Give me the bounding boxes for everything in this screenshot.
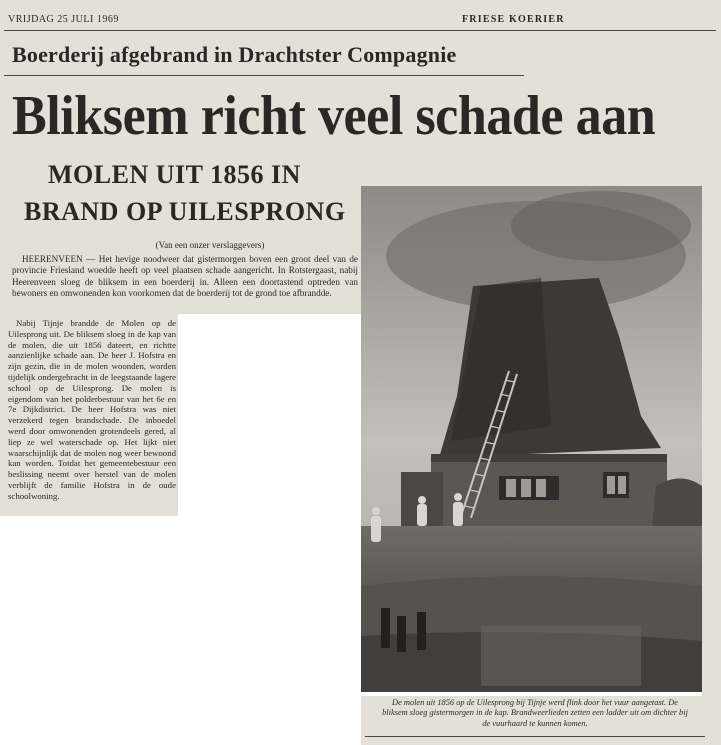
masthead-date: VRIJDAG 25 JULI 1969 <box>8 14 119 25</box>
kicker-rule <box>4 75 524 76</box>
article-body-column: Nabij Tijnje brandde de Molen op de Uilesprong uit. De bliksem sloeg in de kap van de molen, die uit 1856 dateert, en richtte aanzienlijke schade aan. De heer J. Hofstra en zijn gezin, die in de molen woonden, worden tijdelijk ondergebracht in de leegstaande lagere school op de Uilesprong. De molen is eigendom van het polderbestuur van het 6e en 7e Dijkdistrict. De heer Hofstra was niet verzekerd tegen brandschade. De inboedel werd door omwonenden grotendeels gered, al liep ze wel waterschade op. Het lijkt niet waarschijnlijk dat de molen nog weer bewoond kan worden. Totdat het gemeentebestuur een beslissing neemt over herstel van de molen verblijft de familie Hofstra in de oude schoolwoning. <box>8 318 176 501</box>
photo-caption: De molen uit 1856 op de Uilesprong bij Tijnje werd flink door het vuur aangetast. De bliksem sloeg gistermorgen in de kap. Brandweerlieden zetten een ladder uit om dichter bij de vuurhaard te kunnen komen. <box>382 698 688 728</box>
article-lead-paragraph: HEERENVEEN — Het hevige noodweer dat gistermorgen boven een groot deel van de provincie Friesland woedde heeft op veel plaatsen schade aangericht. In Rotstergaast, nabij Heerenveen sloeg de bliksem in een boerderij in. Alleen een doortastend optreden van bewoners en omwonenden kon voorkomen dat de boerderij tot de grond toe afbrandde. <box>12 254 358 299</box>
windmill-photo <box>361 186 702 696</box>
article-byline: (Van een onzer verslaggevers) <box>155 240 265 250</box>
bottom-rule <box>365 736 705 737</box>
article-kicker: Boerderij afgebrand in Drachtster Compagnie <box>12 42 457 67</box>
article-subhead-line2: BRAND OP UILESPRONG <box>24 197 346 226</box>
masthead-rule <box>4 30 716 31</box>
windmill-photo-drawing <box>361 186 702 696</box>
masthead-paper-name: FRIESE KOERIER <box>462 14 565 25</box>
clipping-blank-area-lower <box>0 516 361 745</box>
article-subhead-line1: MOLEN UIT 1856 IN <box>48 160 301 189</box>
article-headline: Bliksem richt veel schade aan <box>12 85 656 147</box>
